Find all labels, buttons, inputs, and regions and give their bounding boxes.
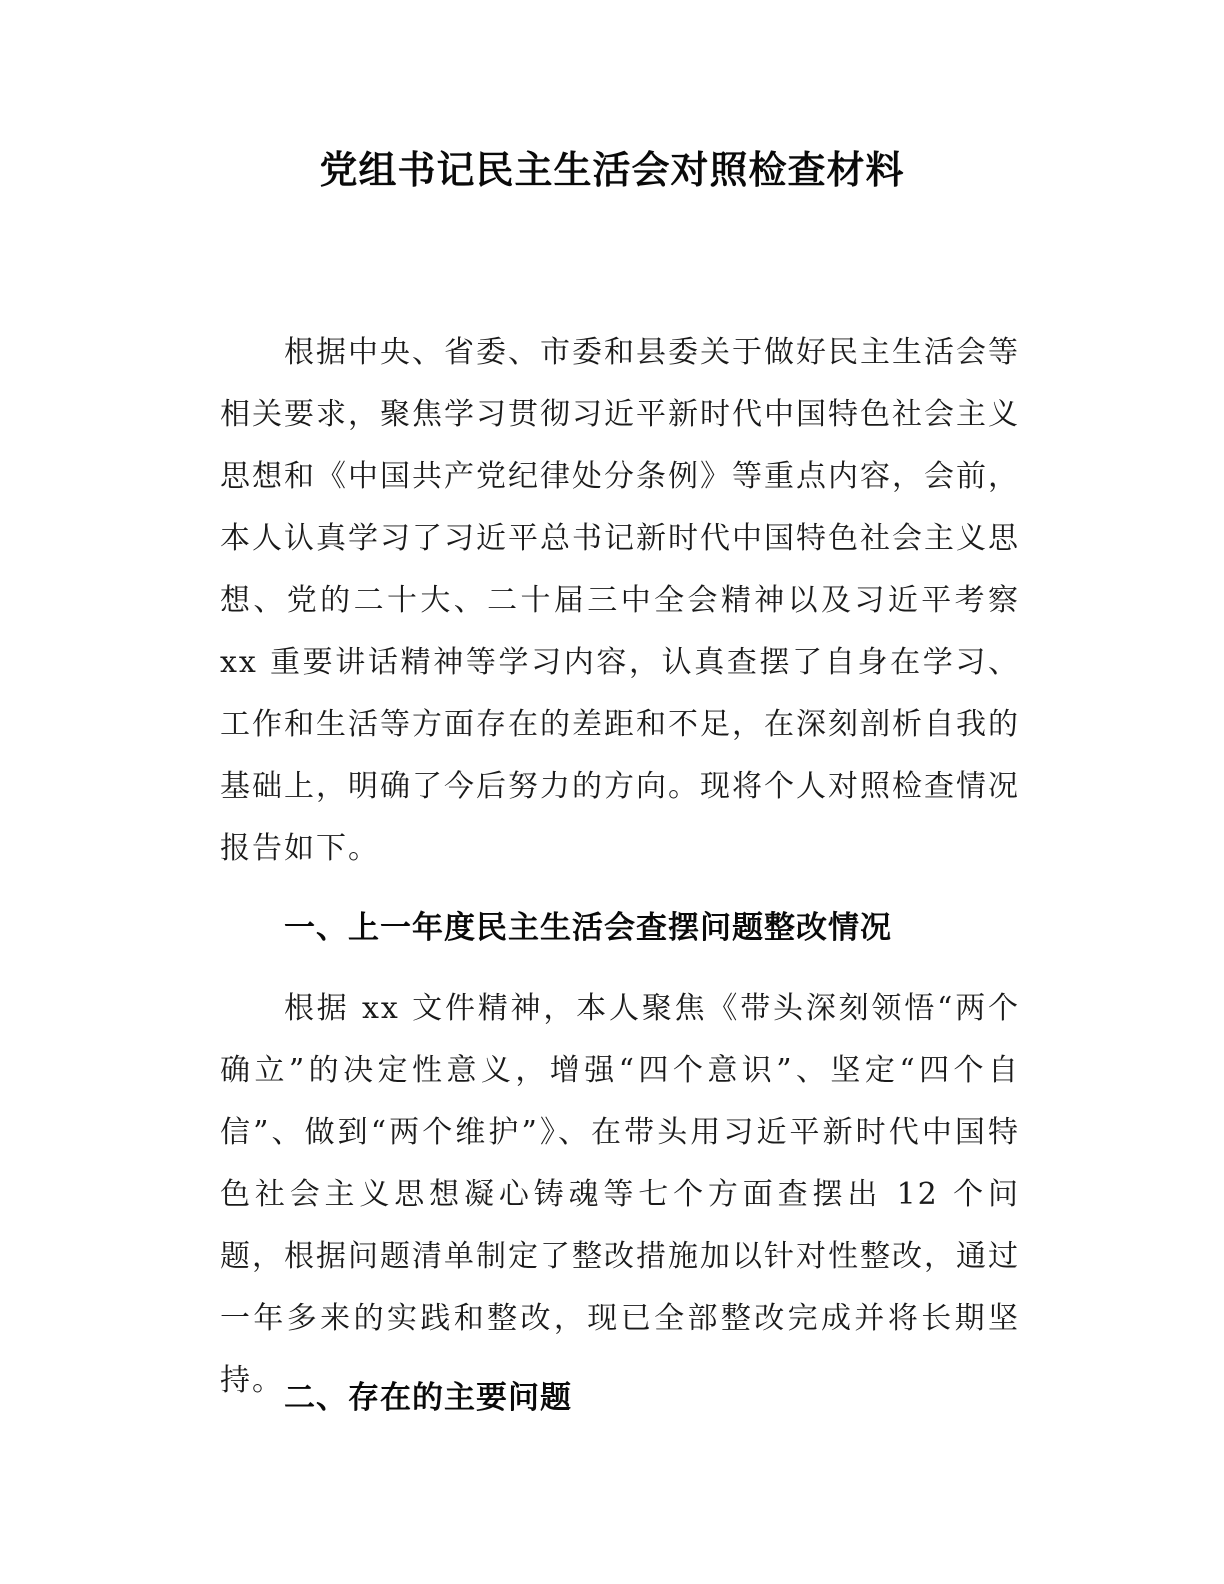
section-heading-1: 一、上一年度民主生活会查摆问题整改情况 (284, 910, 892, 946)
section-heading-2: 二、存在的主要问题 (284, 1380, 572, 1416)
document-title: 党组书记民主生活会对照检查材料 (319, 148, 905, 192)
section-1-paragraph: 根据 xx 文件精神，本人聚焦《带头深刻领悟“两个确立”的决定性意义，增强“四个意识”、坚定“四个自信”、做到“两个维护”》、在带头用习近平新时代中国特色社会主义思想凝心铸魂等七个方面查摆出 12 个问题，根据问题清单制定了整改措施加以针对性整改，通过一年多来的实践和整改，现已全部整改完成并将长期坚持。 (220, 991, 1020, 1398)
intro-paragraph: 根据中央、省委、市委和县委关于做好民主生活会等相关要求，聚焦学习贯彻习近平新时代中国特色社会主义思想和《中国共产党纪律处分条例》等重点内容，会前，本人认真学习了习近平总书记新时代中国特色社会主义思想、党的二十大、二十届三中全会精神以及习近平考察 xx 重要讲话精神等学习内容，认真查摆了自身在学习、工作和生活等方面存在的差距和不足，在深刻剖析自我的基础上，明确了今后努力的方向。现将个人对照检查情况报告如下。 (220, 335, 1020, 866)
